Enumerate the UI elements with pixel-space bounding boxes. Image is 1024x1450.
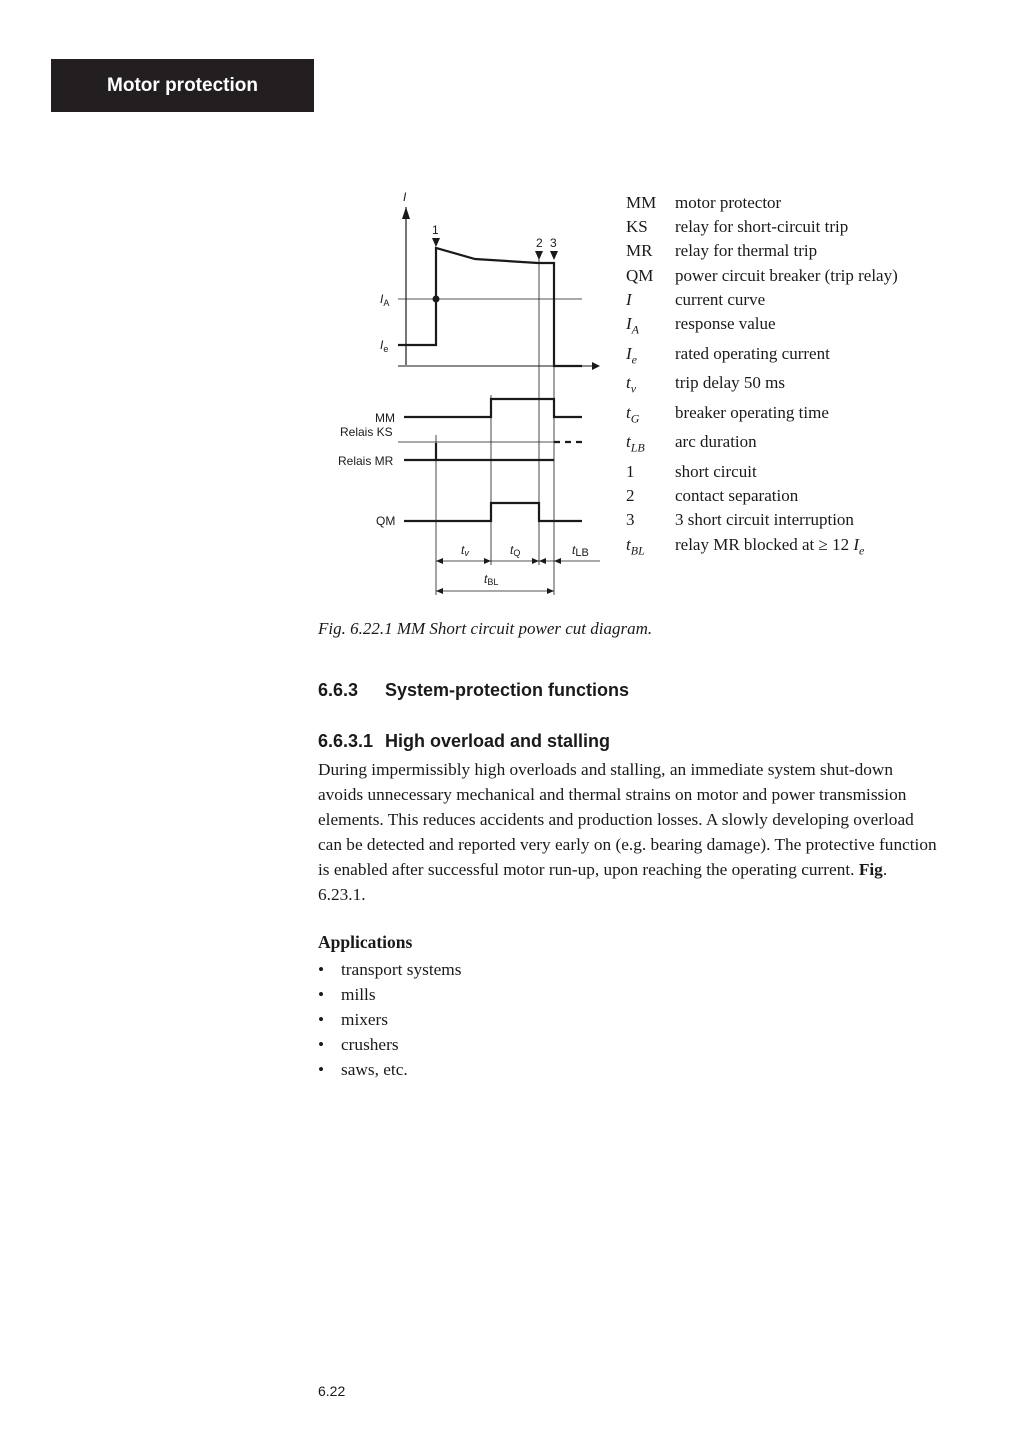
list-item [318, 1032, 461, 1057]
list-item-text: mixers [341, 1010, 389, 1029]
chapter-title: Motor protection [107, 75, 258, 96]
legend-description: relay for thermal trip [675, 241, 818, 261]
list-item-text: saws, etc. [341, 1060, 408, 1079]
tv-arrow-left [436, 558, 443, 564]
tlb-label: tLB [572, 543, 589, 559]
legend-description: 3 short circuit interruption [675, 510, 854, 530]
legend-description: motor protector [675, 193, 782, 212]
timing-diagram [330, 185, 610, 605]
legend-symbol: MM [626, 193, 657, 212]
legend-symbol: KS [626, 217, 648, 237]
signal-mm-label: MM [375, 411, 395, 425]
legend-row [626, 430, 898, 460]
legend-description: current curve [675, 289, 766, 309]
figure-caption: Fig. 6.22.1 MM Short circuit power cut diagram. [318, 619, 653, 638]
bullet-icon: • [318, 1060, 325, 1079]
legend-row [626, 484, 898, 508]
section-number: 6.6.3 [318, 680, 359, 700]
legend-row [626, 288, 898, 312]
legend-row [626, 460, 898, 484]
legend-row [626, 508, 898, 532]
list-item [318, 1007, 461, 1032]
figure-ref-rest: . 6.23.1. [318, 860, 888, 904]
signal-qm-label: QM [376, 514, 396, 528]
legend-description: arc duration [675, 432, 757, 452]
legend-symbol: 2 [626, 486, 635, 506]
x-axis-arrow [592, 362, 600, 370]
legend-symbol: $t_{LB}$ [626, 432, 645, 455]
legend-symbol: $t_v$ [626, 373, 637, 396]
legend-symbol: 1 [626, 461, 635, 481]
section-title: System-protection functions [385, 680, 630, 700]
tlb-arrow-left [554, 558, 561, 564]
ie-label: $I_e$ [380, 338, 389, 354]
legend-row [626, 191, 898, 215]
legend-row [626, 342, 898, 372]
legend-symbol: $I_e$ [626, 343, 637, 366]
legend-description: short circuit [675, 461, 757, 481]
list-item [318, 957, 461, 982]
signal-relais-mr-trace [404, 443, 554, 460]
subsection-number: 6.6.3.1 [318, 731, 374, 751]
legend-symbol: I [626, 289, 632, 309]
tbl-arrow-left [436, 588, 443, 594]
signal-qm-trace [404, 503, 582, 521]
legend-description: response value [675, 314, 776, 334]
current-curve [398, 248, 582, 366]
legend-description: power circuit breaker (trip relay) [675, 265, 898, 285]
signal-mm-trace [404, 399, 582, 417]
legend-description: relay MR blocked at ≥ 12 $I_e$ [675, 534, 865, 557]
timing-diagram-svg [330, 185, 610, 605]
list-item [318, 982, 461, 1007]
marker-2-label: 2 [536, 236, 543, 250]
bullet-icon: • [318, 1010, 325, 1029]
legend-row [626, 312, 898, 342]
legend-description: relay for short-circuit trip [675, 217, 849, 237]
marker-3-arrow [550, 251, 558, 260]
legend-row [626, 401, 898, 431]
tv-arrow-right [484, 558, 491, 564]
legend-row [626, 264, 898, 288]
chapter-header-tab [51, 59, 314, 112]
applications-list [318, 957, 461, 1082]
legend-symbol: $I_A$ [626, 314, 640, 337]
legend-row [626, 371, 898, 401]
legend-symbol: MR [626, 241, 653, 261]
tbl-arrow-right [547, 588, 554, 594]
marker-3-label: 3 [550, 236, 557, 250]
figure-legend [626, 191, 898, 562]
legend-row [626, 533, 898, 563]
marker-1-arrow [432, 238, 440, 247]
tlb-arrow-right-start [539, 558, 546, 564]
tq-arrow-right [532, 558, 539, 564]
legend-description: breaker operating time [675, 402, 829, 422]
axis-label-i: I [403, 190, 407, 204]
signal-relais-mr-label: Relais MR [338, 454, 394, 468]
list-item [318, 1057, 461, 1082]
list-item-text: mills [341, 985, 376, 1004]
figure-ref-bold: Fig [858, 860, 883, 879]
ia-label: $I_A$ [380, 292, 390, 308]
marker-1-label: 1 [432, 223, 439, 237]
list-item-text: transport systems [341, 960, 462, 979]
legend-description: rated operating current [675, 343, 830, 363]
list-item-text: crushers [341, 1035, 399, 1054]
subsection-heading [318, 731, 610, 752]
applications-heading: Applications [318, 932, 413, 952]
legend-symbol: $t_G$ [626, 402, 640, 426]
legend-symbol: $t_{BL}$ [626, 534, 645, 557]
signal-relais-ks-label: Relais KS [340, 425, 393, 439]
tq-label: tQ [510, 543, 521, 558]
legend-description: trip delay 50 ms [675, 373, 786, 393]
y-axis-arrow [402, 207, 410, 219]
body-text: During impermissibly high overloads and stalling, an immediate system shut-down avoids unnecessary mechanical and thermal strains on motor and power transmission elements. This reduces accidents and production losses. A slowly developing overload can be detected and reported very early on (e.g. bearing damage). The protective function is enabled after successful motor run-up, upon reaching the operating current. [318, 760, 937, 879]
section-heading [318, 680, 629, 701]
bullet-icon: • [318, 1035, 325, 1054]
page-number: 6.22 [318, 1383, 346, 1399]
legend-description: contact separation [675, 486, 799, 506]
legend-symbol: 3 [626, 510, 635, 530]
tv-label: tv [461, 543, 469, 558]
bullet-icon: • [318, 960, 325, 979]
legend-row [626, 239, 898, 263]
legend-symbol: QM [626, 265, 654, 285]
legend-row [626, 215, 898, 239]
tbl-label: tBL [484, 572, 499, 587]
subsection-title: High overload and stalling [385, 731, 611, 751]
bullet-icon: • [318, 985, 325, 1004]
body-paragraph [318, 757, 938, 907]
